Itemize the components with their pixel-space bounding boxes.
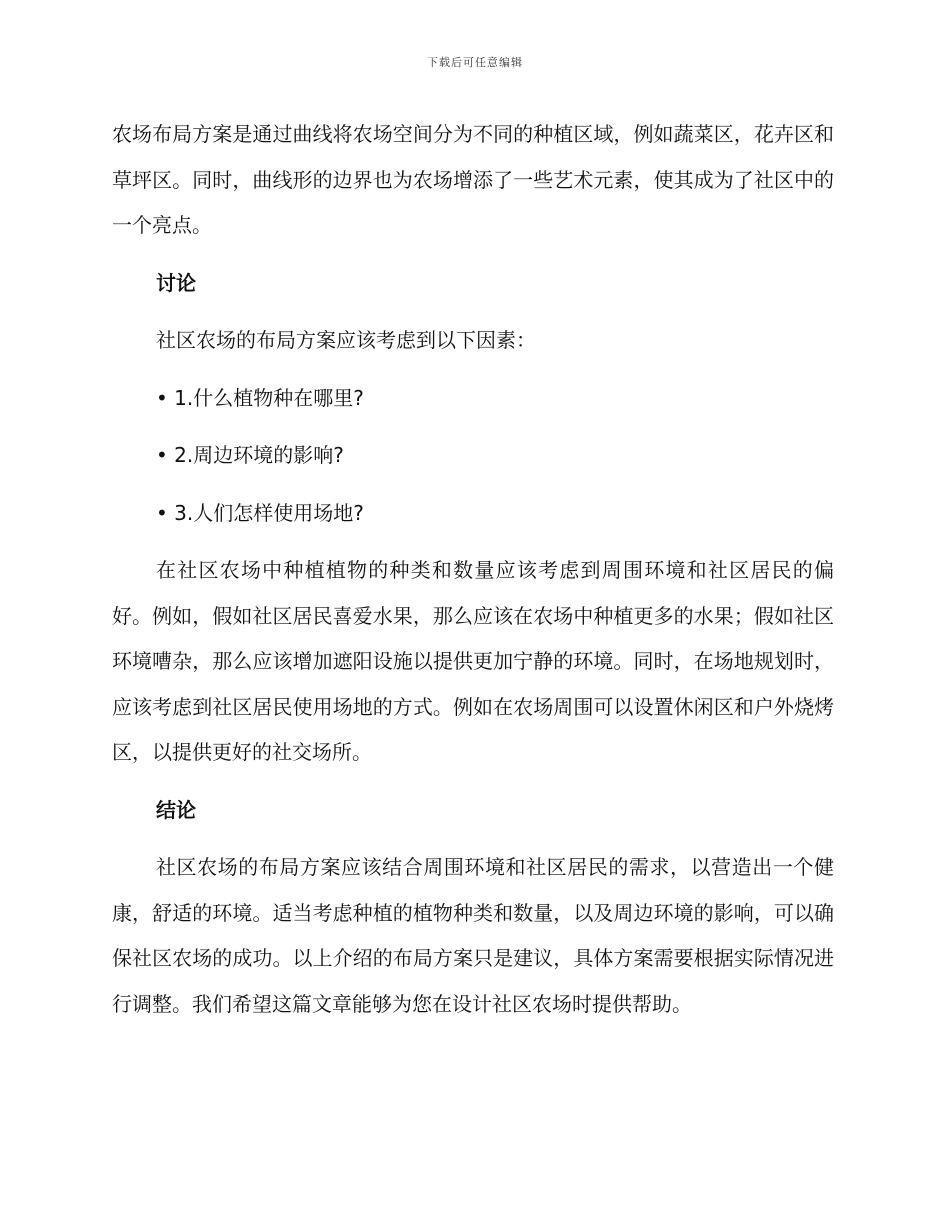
list-item: • 3.人们怎样使用场地?: [156, 500, 364, 525]
list-item: • 2.周边环境的影响?: [156, 443, 344, 467]
spacer: [112, 536, 834, 548]
conclusion-paragraph: 社区农场的布局方案应该结合周围环境和社区居民的需求，以营造出一个健康，舒适的环境。适当考虑种植的植物种类和数量，以及周边环境的影响，可以确保社区农场的成功。以上介绍的布局方案只是建议，具体方案需要根据实际情况进行调整。我们希望这篇文章能够为您在设计社区农场时提供帮助。: [112, 855, 834, 1016]
spacer: [112, 479, 834, 491]
page-header: 下载后可任意编辑: [427, 56, 523, 69]
discussion-heading: 讨论: [156, 270, 196, 295]
spacer: [112, 364, 834, 376]
conclusion-heading: 结论: [156, 797, 196, 822]
spacer: [112, 833, 834, 845]
spacer: [112, 249, 834, 261]
document-body: [112, 112, 834, 1027]
discussion-lead: 社区农场的布局方案应该考虑到以下因素：: [156, 328, 536, 352]
list-item: • 1.什么植物种在哪里?: [156, 385, 364, 410]
spacer: [112, 776, 834, 788]
spacer: [112, 421, 834, 433]
intro-paragraph: 农场布局方案是通过曲线将农场空间分为不同的种植区域，例如蔬菜区，花卉区和草坪区。同时，曲线形的边界也为农场增添了一些艺术元素，使其成为了社区中的一个亮点。: [112, 122, 834, 237]
discussion-paragraph: 在社区农场中种植植物的种类和数量应该考虑到周围环境和社区居民的偏好。例如，假如社区居民喜爱水果，那么应该在农场中种植更多的水果；假如社区环境嘈杂，那么应该增加遮阳设施以提供更加宁静的环境。同时，在场地规划时，应该考虑到社区居民使用场地的方式。例如在农场周围可以设置休闲区和户外烧烤区，以提供更好的社交场所。: [112, 558, 834, 764]
spacer: [112, 306, 834, 318]
